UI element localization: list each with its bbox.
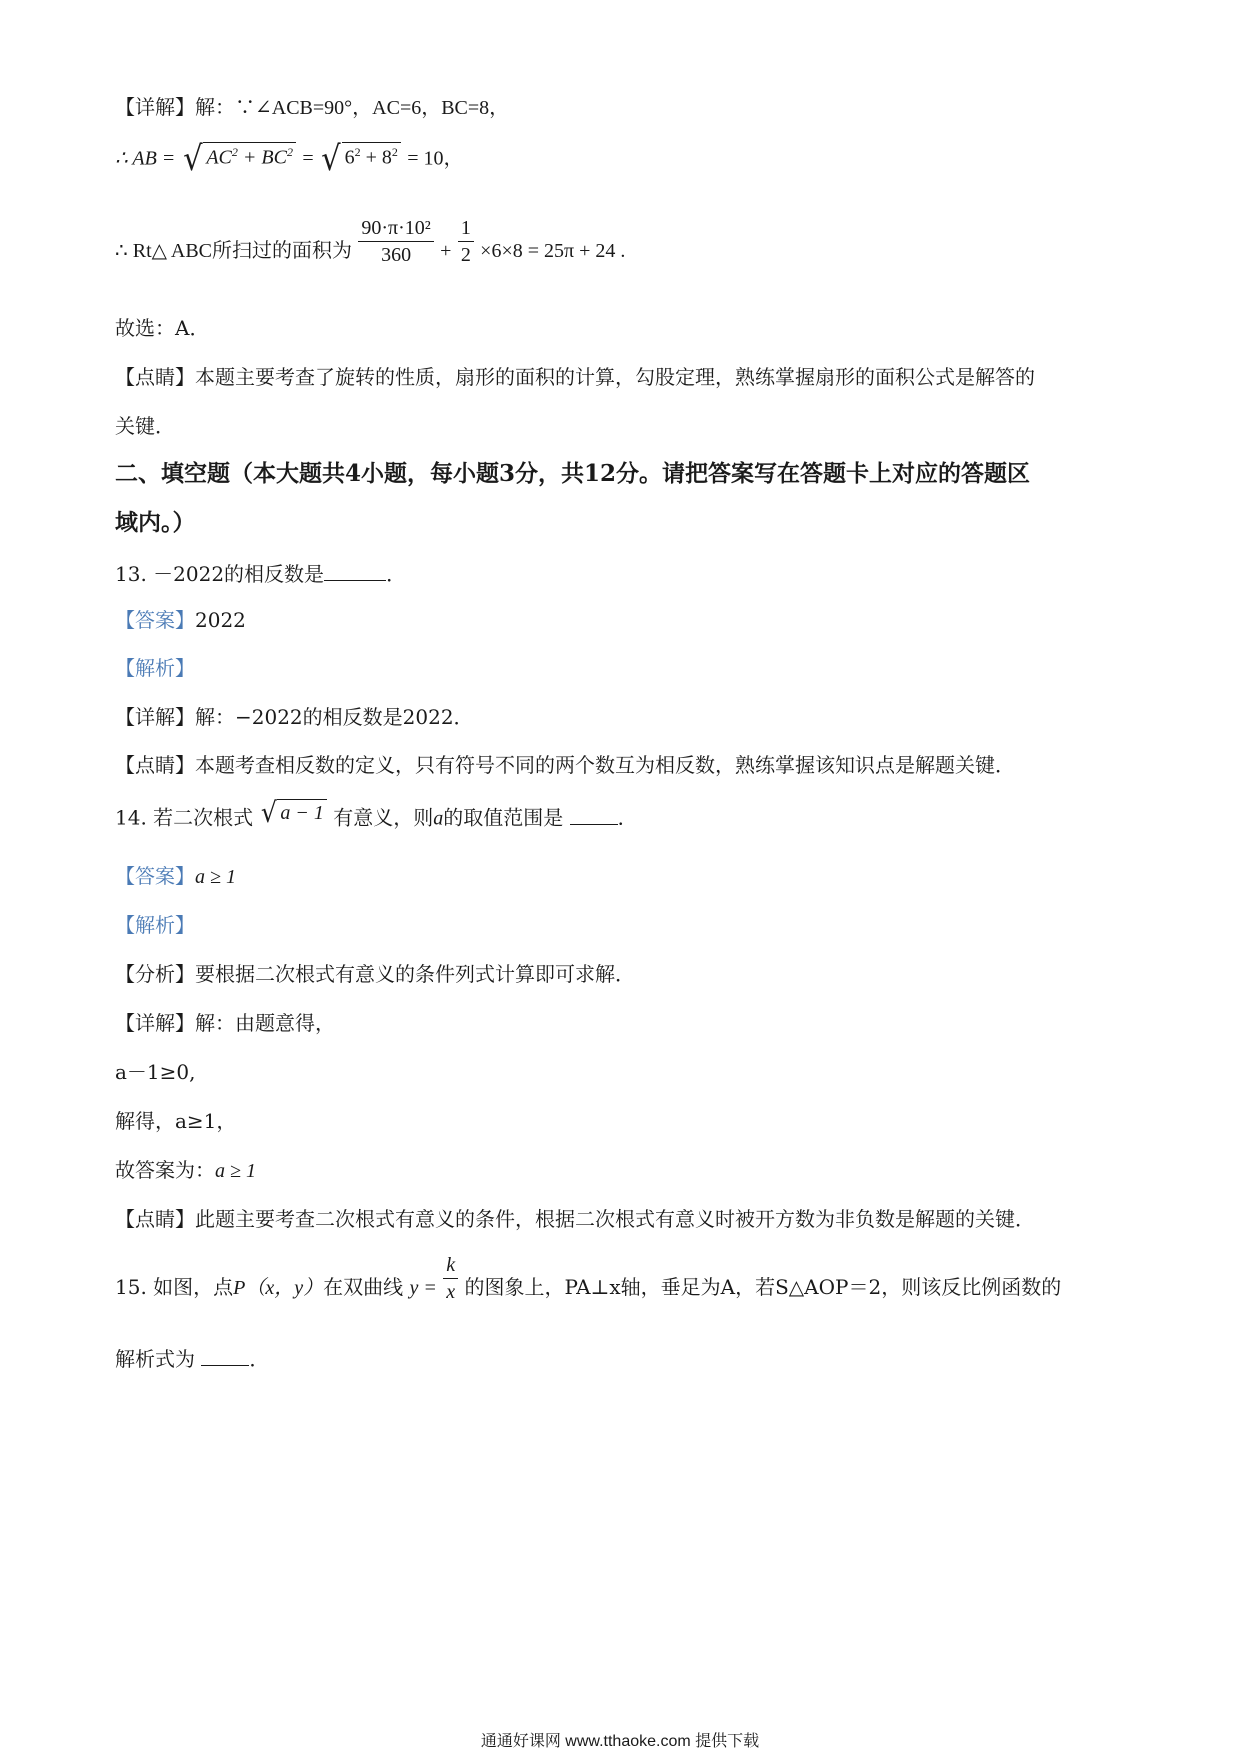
- section-heading-1: 二、填空题（本大题共4小题，每小题3分，共12分。请把答案写在答题卡上对应的答题区: [115, 460, 1031, 487]
- q13-comment: [115, 755, 1015, 775]
- q14-stem: [115, 796, 638, 833]
- sqrt-6-8: √ $6^2 + 8^2$: [320, 142, 401, 176]
- q14-final-value: a ≥ 1: [215, 1160, 256, 1182]
- q14-detail: [115, 1013, 335, 1033]
- comment-text-1: 本题主要考查了旋转的性质，扇形的面积的计算，勾股定理，熟练掌握扇形的面积公式是解答的: [195, 365, 1035, 389]
- half-num: 1: [458, 218, 474, 242]
- section-heading-2: 域内。）: [115, 509, 196, 536]
- q14-radicand: a − 1: [277, 799, 327, 827]
- q13-answer-tag: 【答案】: [115, 608, 195, 632]
- q13-comment-tag: 【点睛】: [115, 753, 195, 777]
- q14-answer-value: a ≥ 1: [195, 866, 236, 888]
- q14-step1: a－1≥0,: [115, 1060, 196, 1084]
- comment-line-1: [115, 367, 1035, 387]
- half-fraction: [458, 218, 474, 265]
- comment-line-2: 关键．: [115, 414, 175, 438]
- q15-stem-2: [115, 1347, 269, 1369]
- area-frac-num: 90·π·10²: [358, 218, 433, 242]
- q15-stem-end: ．: [249, 1347, 270, 1371]
- q14-comment-text: 此题主要考查二次根式有意义的条件，根据二次根式有意义时被开方数为非负数是解题的关键．: [195, 1207, 1035, 1231]
- area-tail: ×6×8 = 25π + 24 .: [480, 240, 626, 262]
- area-frac-den: 360: [381, 244, 412, 266]
- area-equation: [115, 217, 626, 275]
- q13-stem: [115, 562, 406, 584]
- q14-stem-end: ．: [617, 805, 638, 830]
- q13-analysis-tag: 【解析】: [115, 656, 195, 680]
- q14-detail-text: 解：由题意得，: [195, 1011, 335, 1035]
- q15-lhs: y =: [409, 1277, 437, 1299]
- q14-answer: [115, 866, 236, 887]
- q14-final-label: 故答案为：: [115, 1158, 215, 1182]
- q15-frac-num: k: [443, 1255, 458, 1279]
- q13-answer-value: 2022: [195, 608, 246, 632]
- q13-detail: [115, 707, 474, 727]
- q15-blank: [201, 1347, 249, 1366]
- ab-equation: [115, 139, 464, 179]
- q14-analysis-text: 要根据二次根式有意义的条件列式计算即可求解．: [195, 962, 635, 986]
- half-den: 2: [460, 244, 471, 266]
- q13-detail-text: 解：−2022的相反数是2022．: [195, 705, 474, 729]
- q15-frac-den: x: [446, 1281, 456, 1303]
- q14-step2: 解得，a≥1，: [115, 1109, 237, 1133]
- ab-prefix: ∴ AB =: [115, 147, 176, 170]
- page-footer: 通通好课网 www.tthaoke.com 提供下载: [480, 1733, 760, 1750]
- q14-analysis: [115, 964, 635, 984]
- choice-line: 故选：A．: [115, 316, 210, 340]
- q14-stem-a: 14. 若二次根式: [115, 805, 254, 830]
- area-prefix: ∴ Rt△ ABC所扫过的面积为: [115, 240, 353, 262]
- q13-stem-end: ．: [386, 562, 407, 586]
- q15-stem-d: 解析式为: [115, 1347, 195, 1371]
- q13-blank: [324, 562, 386, 581]
- ab-mid: =: [302, 147, 314, 170]
- q14-sqrt: √ a − 1: [260, 799, 327, 827]
- q14-detail-tag: 【详解】: [115, 1011, 195, 1035]
- detail-line: [115, 97, 509, 118]
- q13-stem-text: 13. －2022的相反数是: [115, 562, 325, 586]
- area-plus: +: [440, 240, 452, 262]
- q14-final: [115, 1160, 256, 1181]
- q14-stem-var: a: [433, 807, 444, 830]
- q14-analysis-sub-tag: 【分析】: [115, 962, 195, 986]
- detail-text: 解：∵∠ACB=90°，AC=6，BC=8，: [195, 97, 510, 119]
- q14-stem-b: 有意义，则: [333, 805, 434, 830]
- q14-stem-c: 的取值范围是: [443, 805, 564, 830]
- detail-tag: 【详解】: [115, 95, 195, 119]
- comment-tag: 【点睛】: [115, 365, 195, 389]
- q14-answer-tag: 【答案】: [115, 864, 195, 888]
- q14-analysis-tag: 【解析】: [115, 913, 195, 937]
- q13-answer: [115, 610, 246, 630]
- q14-blank: [570, 806, 618, 825]
- sqrt-ac-bc: √ $AC^2 + BC^2$: [182, 142, 296, 176]
- area-fraction: [358, 218, 433, 265]
- ab-end: = 10，: [407, 147, 464, 170]
- q15-stem-a: 15. 如图，点: [115, 1275, 234, 1299]
- q15-stem: [115, 1254, 1062, 1312]
- q13-detail-tag: 【详解】: [115, 705, 195, 729]
- q15-stem-c: 的图象上，PA⊥x轴，垂足为A，若S△AOP＝2，则该反比例函数的: [464, 1275, 1062, 1299]
- q14-comment-tag: 【点睛】: [115, 1207, 195, 1231]
- q15-fraction: [443, 1255, 458, 1302]
- q15-stem-b: 在双曲线: [323, 1275, 404, 1299]
- q15-point: P（x，y）: [233, 1277, 324, 1299]
- q13-comment-text: 本题考查相反数的定义，只有符号不同的两个数互为相反数，熟练掌握该知识点是解题关键．: [195, 753, 1015, 777]
- q14-comment: [115, 1209, 1035, 1229]
